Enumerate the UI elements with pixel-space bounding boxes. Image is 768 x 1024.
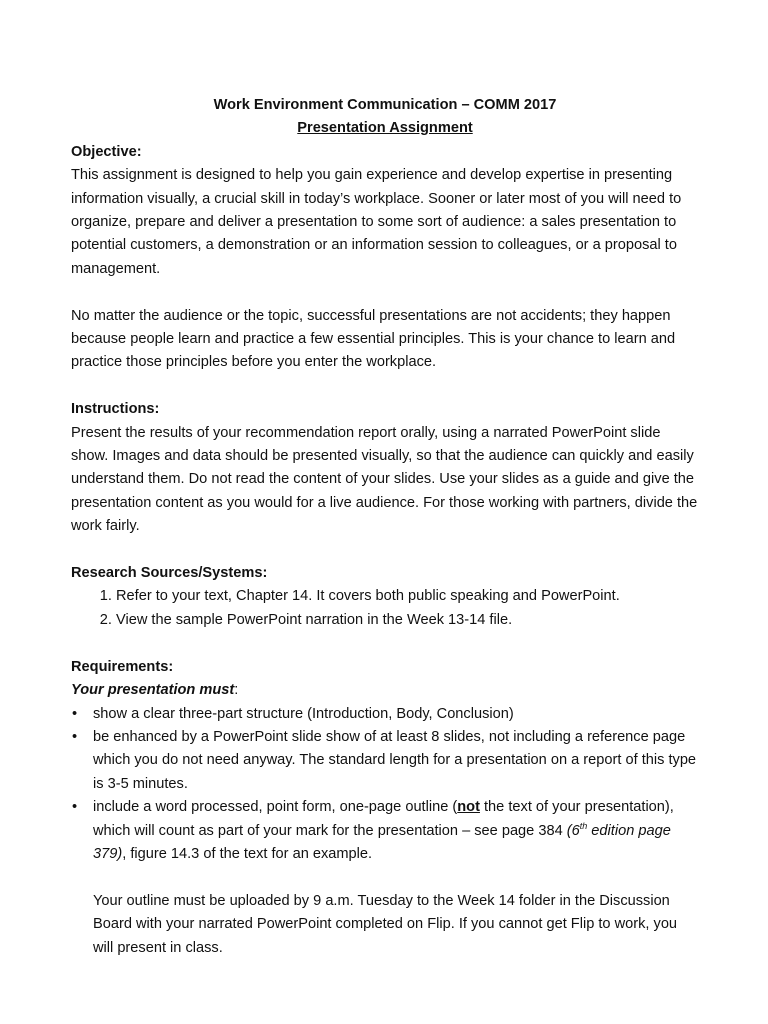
research-list [71,585,699,632]
requirement-text-3b: the text of your presentation), which will count as part of your mark for the presentation – see page 384 [93,799,674,839]
document-title: Work Environment Communication – COMM 2017 [213,97,557,113]
objective-heading: Objective: [71,143,142,160]
requirement-item-1 [71,703,699,726]
objective-paragraph-2: No matter the audience or the topic, successful presentations are not accidents; they happen because people learn and practice a few essential principles. This is your chance to learn and practice those principles before you enter the workplace. [71,307,676,371]
objective-paragraph-1: This assignment is designed to help you gain experience and develop expertise in presenting information visually, a crucial skill in today’s workplace. Sooner or later most of you will need to organize, prepare and deliver a presentation to some sort of audience: a sales presentation to potential customers, a demonstration or an information session to colleagues, or a proposal to management. [71,167,682,277]
outline-note: Your outline must be uploaded by 9 a.m. Tuesday to the Week 14 folder in the Discussion Board with your narrated PowerPoint completed on Flip. If you cannot get Flip to work, you will present in class. [93,892,678,956]
requirement-text-3a: include a word processed, point form, one-page outline ( [93,799,458,816]
requirement-text-1: show a clear three-part structure (Introduction, Body, Conclusion) [93,705,514,722]
requirement-item-3 [71,796,699,866]
requirement-text-2: be enhanced by a PowerPoint slide show of at least 8 slides, not including a reference page which you do not need anyway. The standard length for a presentation on a report of this type is 3-5 minutes. [93,728,697,792]
requirements-heading: Requirements: [71,658,174,675]
requirements-lead [71,679,699,702]
edition-superscript: th [579,820,588,831]
research-heading: Research Sources/Systems: [71,565,268,582]
instructions-heading: Instructions: [71,401,160,418]
instructions-paragraph: Present the results of your recommendation report orally, using a narrated PowerPoint slide show. Images and data should be presented visually, so that the audience can quickly and easily understand them. Do not read the content of your slides. Use your slides as a guide and give the presentation content as you would for a live audience. For those working with partners, divide the work fairly. [71,424,698,535]
requirements-lead-text: Your presentation must [71,682,235,699]
requirements-list [71,703,699,867]
requirements-lead-colon: : [234,682,239,699]
research-item-1: 1. Refer to your text, Chapter 14. It covers both public speaking and PowerPoint. [116,585,699,608]
bullet-icon: • [72,799,78,816]
research-item-2: 2. View the sample PowerPoint narration in the Week 13-14 file. [116,609,699,632]
requirement-text-3c: , figure 14.3 of the text for an example. [122,845,373,862]
edition-post: edition page 379) [93,822,671,862]
emphasis-not: not [457,799,480,816]
document-page [71,94,699,960]
document-subtitle: Presentation Assignment [297,120,473,137]
bullet-icon: • [72,728,78,745]
edition-pre: (6 [566,822,580,839]
requirement-item-2 [71,726,699,796]
bullet-icon: • [72,705,78,722]
